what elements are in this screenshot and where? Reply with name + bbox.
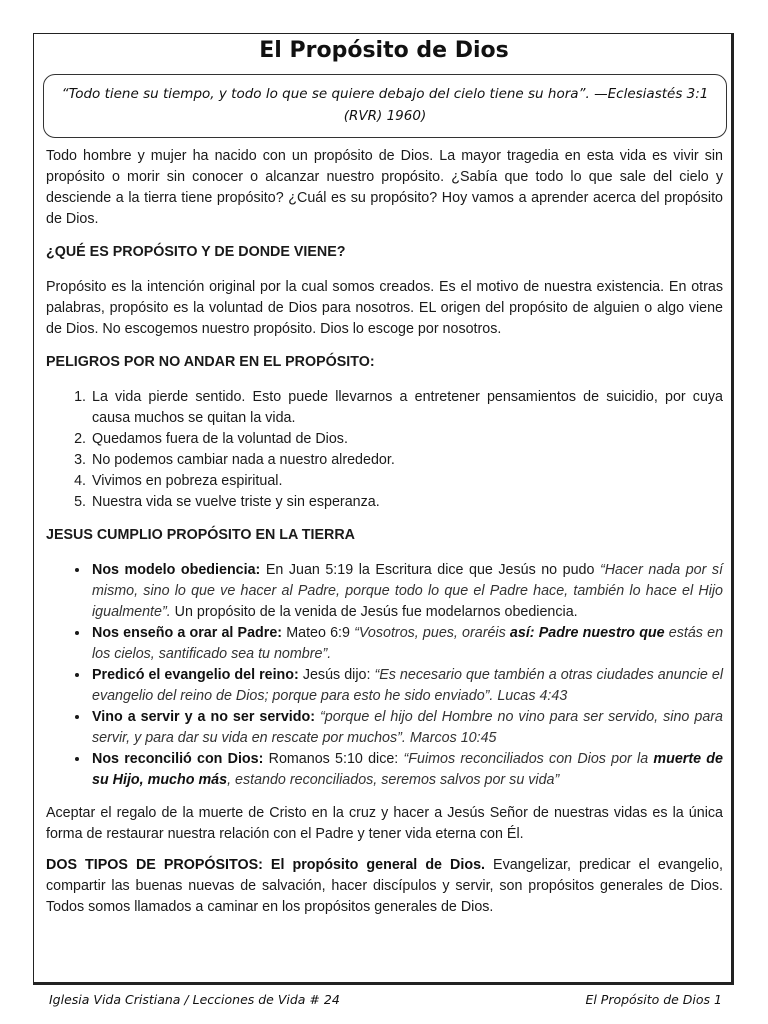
list-item <box>90 707 723 749</box>
list-item <box>90 749 723 791</box>
footer-church-lesson: Iglesia Vida Cristiana / Lecciones de Vida # 24 <box>49 992 340 1007</box>
bullet-quote-bold: muerte de su Hijo, mucho más <box>92 751 723 788</box>
section-heading-jesus-purpose: JESUS CUMPLIO PROPÓSITO EN LA TIERRA <box>46 527 356 543</box>
list-item: 2. Quedamos fuera de la voluntad de Dios. <box>90 429 723 450</box>
two-types-lead: DOS TIPOS DE PROPÓSITOS: El propósito general de Dios. <box>46 857 485 873</box>
footer-page-number: El Propósito de Dios 1 <box>585 992 722 1007</box>
bullet-quote: estás en los cielos, santificado sea tu nombre”. <box>92 625 724 662</box>
bullet-quote: “Es necesario que también a otras ciudades anuncie el evangelio del reino de Dios; porque para esto he sido enviado”. Lucas 4:43 <box>92 667 723 704</box>
bullet-lead: Vino a servir y a no ser servido: <box>92 709 315 725</box>
two-types-text: Evangelizar, predicar el evangelio, compartir las buenas nuevas de salvación, hacer discípulos y servir, son propósitos generales de Dios. Todos somos llamados a caminar en los propósitos generales de Dios. <box>46 857 723 915</box>
bullet-text: Mateo 6:9 <box>282 625 355 641</box>
bullet-quote: “Fuimos reconciliados con Dios por la <box>403 751 654 767</box>
bullet-quote-bold: así: Padre nuestro que <box>509 625 665 641</box>
scripture-quote-box <box>43 74 727 138</box>
bullet-tail: Un propósito de la venida de Jesús fue modelarnos obediencia. <box>170 604 578 620</box>
lesson-body <box>46 146 723 928</box>
list-item <box>90 623 723 665</box>
section-heading-dangers: PELIGROS POR NO ANDAR EN EL PROPÓSITO: <box>46 354 375 370</box>
bullet-quote: “Hacer nada por sí mismo, sino lo que ve hacer al Padre, porque todo lo que el Padre hace, también lo hace el Hijo igualmente”. <box>92 562 723 620</box>
bullet-quote: “porque el hijo del Hombre no vino para ser servido, sino para servir, y para dar su vida en rescate por muchos”. Marcos 10:45 <box>92 709 723 746</box>
bullet-quote: , estando reconciliados, seremos salvos por su vida” <box>227 772 560 788</box>
section-heading-what-is-purpose: ¿QUÉ ES PROPÓSITO Y DE DONDE VIENE? <box>46 244 346 260</box>
list-item: 5. Nuestra vida se vuelve triste y sin esperanza. <box>90 492 723 513</box>
list-item <box>90 665 723 707</box>
bullet-text: Jesús dijo: <box>298 667 375 683</box>
bullet-lead: Nos modelo obediencia: <box>92 562 261 578</box>
bullet-lead: Nos reconcilió con Dios: <box>92 751 264 767</box>
bullet-lead: Nos enseño a orar al Padre: <box>92 625 283 641</box>
bullet-text: En Juan 5:19 la Escritura dice que Jesús no pudo <box>260 562 600 578</box>
page-title: El Propósito de Dios <box>259 38 509 63</box>
bullet-quote: “Vosotros, pues, oraréis <box>354 625 510 641</box>
list-item: 1. La vida pierde sentido. Esto puede llevarnos a entretener pensamientos de suicidio, por cuya causa muchos se quitan la vida. <box>90 387 723 429</box>
purpose-definition-paragraph: Propósito es la intención original por la cual somos creados. Es el motivo de nuestra existencia. En otras palabras, propósito es la voluntad de Dios para nosotros. EL origen del propósito de alguien o algo viene de Dios. No escogemos nuestro propósito. Dios lo escoge por nosotros. <box>46 279 723 337</box>
list-item: 3. No podemos cambiar nada a nuestro alrededor. <box>90 450 723 471</box>
list-item <box>90 560 723 623</box>
jesus-purpose-list <box>46 560 723 791</box>
dangers-list <box>46 387 723 513</box>
list-item: 4. Vivimos en pobreza espiritual. <box>90 471 723 492</box>
bullet-text: Romanos 5:10 dice: <box>263 751 404 767</box>
closing-paragraph: Aceptar el regalo de la muerte de Cristo en la cruz y hacer a Jesús Señor de nuestras vidas es la única forma de restaurar nuestra relación con el Padre y tener vida eterna con Él. <box>46 805 723 842</box>
scripture-quote: “Todo tiene su tiempo, y todo lo que se quiere debajo del cielo tiene su hora”. —Eclesiastés 3:1 (RVR) 1960) <box>61 86 709 124</box>
intro-paragraph: Todo hombre y mujer ha nacido con un propósito de Dios. La mayor tragedia en esta vida es vivir sin propósito o morir sin conocer o alcanzar nuestro propósito. ¿Sabía que todo lo que sale del cielo y desciende a la tierra tiene propósito? ¿Cuál es su propósito? Hoy vamos a aprender acerca del propósito de Dios. <box>46 148 723 227</box>
two-types-paragraph <box>46 855 723 918</box>
bullet-lead: Predicó el evangelio del reino: <box>92 667 299 683</box>
